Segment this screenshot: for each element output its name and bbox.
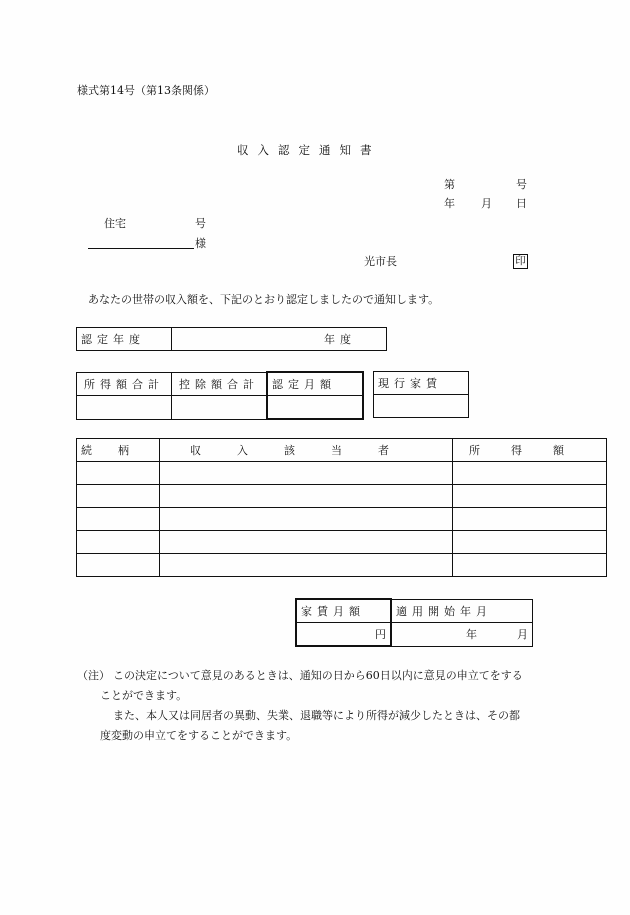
header-yachin-getsugaku: 家賃月額 bbox=[296, 599, 391, 623]
addressee-name-line bbox=[88, 248, 194, 249]
header-shotoku-gokei: 所得額合計 bbox=[77, 372, 172, 396]
cell-zokugara[interactable] bbox=[77, 508, 160, 531]
address-go: 号 bbox=[195, 217, 206, 230]
note-line-2: ことができます。 bbox=[100, 689, 188, 702]
date-year: 年 bbox=[444, 197, 455, 210]
table-row bbox=[77, 462, 607, 485]
header-shunyu-gaitosha: 収入該当者 bbox=[160, 439, 453, 462]
addressee-suffix: 様 bbox=[195, 237, 206, 250]
cell-shotokugaku[interactable] bbox=[453, 462, 607, 485]
income-table bbox=[76, 371, 364, 420]
table-row bbox=[77, 485, 607, 508]
date-day: 日 bbox=[516, 197, 527, 210]
cell-shotokugaku[interactable] bbox=[453, 508, 607, 531]
cell-shotokugaku[interactable] bbox=[453, 531, 607, 554]
table-row bbox=[77, 554, 607, 577]
nintei-nendo-label: 認定年度 bbox=[77, 328, 172, 351]
cell-zokugara[interactable] bbox=[77, 554, 160, 577]
table-row bbox=[77, 531, 607, 554]
address-jutaku: 住宅 bbox=[104, 217, 126, 230]
header-tekiyo-kaishi: 適用開始年月 bbox=[391, 599, 533, 623]
form-id: 様式第14号（第13条関係） bbox=[77, 84, 215, 97]
cell-shotokugaku[interactable] bbox=[453, 554, 607, 577]
document-title: 収入認定通知書 bbox=[237, 143, 381, 157]
header-shotokugaku: 所得額 bbox=[453, 439, 607, 462]
cell-zokugara[interactable] bbox=[77, 531, 160, 554]
header-zokugara: 続柄 bbox=[77, 439, 160, 462]
date-month: 月 bbox=[481, 197, 492, 210]
number-go: 号 bbox=[516, 178, 527, 191]
cell-shotokugaku[interactable] bbox=[453, 485, 607, 508]
cell-gaitosha[interactable] bbox=[160, 554, 453, 577]
current-rent-table bbox=[373, 371, 469, 418]
cell-nintei-getsugaku[interactable] bbox=[267, 396, 363, 420]
table-row bbox=[77, 508, 607, 531]
year-unit: 年 bbox=[466, 628, 477, 642]
rent-table bbox=[295, 598, 533, 647]
cell-zokugara[interactable] bbox=[77, 462, 160, 485]
cell-kojo-gokei[interactable] bbox=[172, 396, 268, 420]
header-kojo-gokei: 控除額合計 bbox=[172, 372, 268, 396]
cell-gaitosha[interactable] bbox=[160, 462, 453, 485]
nintei-nendo-table bbox=[76, 327, 387, 351]
cell-yachin-getsugaku[interactable] bbox=[296, 623, 391, 647]
yen-unit: 円 bbox=[375, 628, 386, 641]
issuer: 光市長 bbox=[364, 255, 397, 268]
note-line-4: 度変動の申立てをすることができます。 bbox=[100, 729, 298, 742]
cell-tekiyo-kaishi[interactable] bbox=[391, 623, 533, 647]
members-table bbox=[76, 438, 607, 577]
note-line-1: この決定について意見のあるときは、通知の日から60日以内に意見の申立てをする bbox=[113, 669, 523, 682]
header-nintei-getsugaku: 認定月額 bbox=[267, 372, 363, 396]
cell-genko-yachin[interactable] bbox=[374, 395, 469, 418]
intro-text: あなたの世帯の収入額を、下記のとおり認定しましたので通知します。 bbox=[88, 293, 440, 306]
header-genko-yachin: 現行家賃 bbox=[374, 372, 469, 395]
number-dai: 第 bbox=[444, 178, 455, 191]
cell-gaitosha[interactable] bbox=[160, 485, 453, 508]
note-line-3: また、本人又は同居者の異動、失業、退職等により所得が減少したときは、その都 bbox=[113, 709, 520, 722]
nintei-nendo-value: 年度 bbox=[172, 328, 387, 351]
month-unit: 月 bbox=[517, 628, 528, 642]
seal-mark: 印 bbox=[513, 254, 528, 269]
cell-zokugara[interactable] bbox=[77, 485, 160, 508]
cell-shotoku-gokei[interactable] bbox=[77, 396, 172, 420]
cell-gaitosha[interactable] bbox=[160, 508, 453, 531]
cell-gaitosha[interactable] bbox=[160, 531, 453, 554]
note-prefix: （注） bbox=[77, 669, 110, 682]
